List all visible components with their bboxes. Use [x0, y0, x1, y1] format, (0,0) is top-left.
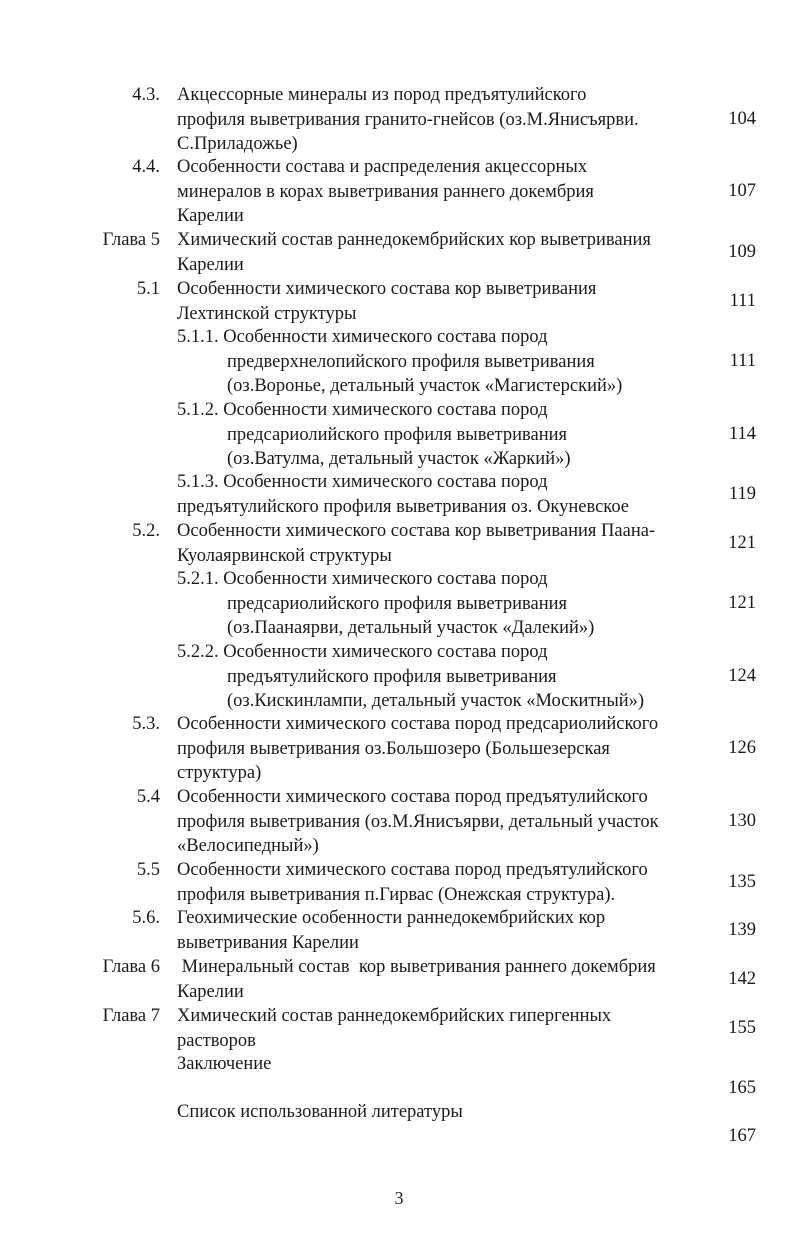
- section-number: 4.3.: [132, 85, 160, 105]
- title-line: 5.1.1. Особенности химического состава пород: [177, 327, 548, 347]
- section-number: 5.6.: [132, 908, 160, 928]
- title-line: профиля выветривания гранито-гнейсов (оз.М.Янисъярви.: [177, 109, 639, 130]
- title-line: Особенности химического состава пород предсариолийского: [177, 714, 659, 734]
- title-line: структура): [177, 763, 262, 783]
- page-number: 139: [728, 920, 756, 940]
- section-title: [177, 83, 639, 157]
- title-line: выветривания Карелии: [177, 932, 359, 953]
- page-number: 126: [728, 738, 756, 758]
- title-line: Список использованной литературы: [177, 1102, 463, 1122]
- chapter-number: Глава 7: [102, 1006, 160, 1026]
- page-number: 104: [728, 109, 756, 129]
- title-line: Особенности состава и распределения акцессорных: [177, 157, 588, 177]
- chapter-number: Глава 6: [102, 957, 160, 977]
- section-title: [177, 1052, 271, 1077]
- section-number: 5.3.: [132, 714, 160, 734]
- section-title: [177, 858, 648, 907]
- title-line: предсариолийского профиля выветривания: [227, 424, 568, 445]
- section-number: 5.2.: [132, 521, 160, 541]
- title-line: (оз.Кискинлампи, детальный участок «Москитный»): [227, 691, 645, 711]
- page-number: 119: [728, 484, 756, 504]
- section-number: 5.4: [136, 787, 160, 807]
- section-title: [177, 906, 605, 955]
- subsection-title: [177, 640, 644, 714]
- page-number: 111: [729, 351, 756, 371]
- page-number: 142: [728, 969, 756, 989]
- title-line: Химический состав раннедокембрийских гипергенных: [177, 1006, 612, 1026]
- title-line: Особенности химического состава кор выветривания Паана-: [177, 521, 656, 541]
- page-number: 167: [728, 1126, 756, 1146]
- section-number: 5.5: [136, 860, 160, 880]
- title-line: С.Приладожье): [177, 134, 298, 154]
- title-line: профиля выветривания оз.Большозеро (Большезерская: [177, 738, 610, 759]
- title-line: Карелии: [177, 981, 244, 1002]
- section-title: [177, 155, 594, 229]
- subsection-title: [177, 567, 594, 641]
- section-number: 5.1: [136, 279, 160, 299]
- subsection-title: [177, 398, 571, 472]
- title-line: профиля выветривания п.Гирвас (Онежская структура).: [177, 884, 616, 905]
- title-line: 5.2.1. Особенности химического состава пород: [177, 569, 548, 589]
- footer-page-number: 3: [394, 1188, 404, 1208]
- page-number: 109: [728, 242, 756, 262]
- title-line: Химический состав раннедокембрийских кор выветривания: [177, 230, 651, 250]
- title-line: Заключение: [177, 1054, 272, 1074]
- title-line: Особенности химического состава кор выветривания: [177, 279, 597, 299]
- title-line: 5.1.2. Особенности химического состава пород: [177, 400, 548, 420]
- title-line: растворов: [177, 1030, 256, 1051]
- title-line: Карелии: [177, 254, 244, 275]
- chapter-title: [177, 955, 656, 1004]
- page-number: 121: [728, 533, 756, 553]
- title-line: Куолаярвинской структуры: [177, 545, 392, 566]
- page-number: 155: [728, 1018, 756, 1038]
- subsection-title: [177, 325, 622, 399]
- title-line: (оз.Паанаярви, детальный участок «Далекий»): [227, 618, 595, 638]
- title-line: «Велосипедный»): [177, 836, 319, 856]
- title-line: (оз.Ватулма, детальный участок «Жаркий»): [227, 449, 571, 469]
- title-line: предверхнелопийского профиля выветривания: [227, 351, 595, 372]
- title-line: предсариолийского профиля выветривания: [227, 593, 568, 614]
- title-line: предъятулийского профиля выветривания оз. Окуневское: [177, 496, 630, 517]
- page-number: 130: [728, 811, 756, 831]
- section-number: 4.4.: [132, 157, 160, 177]
- chapter-title: [177, 228, 651, 277]
- section-title: [177, 277, 596, 326]
- title-line: Лехтинской структуры: [177, 303, 357, 324]
- title-line: 5.2.2. Особенности химического состава пород: [177, 642, 548, 662]
- title-line: Минеральный состав кор выветривания раннего докембрия: [177, 957, 656, 977]
- title-line: Геохимические особенности раннедокембрийских кор: [177, 908, 606, 928]
- chapter-title: [177, 1004, 611, 1053]
- title-line: Карелии: [177, 206, 244, 226]
- title-line: (оз.Воронье, детальный участок «Магистерский»): [227, 376, 623, 396]
- page-number: 107: [728, 181, 756, 201]
- page-number: 124: [728, 666, 756, 686]
- page-number: 135: [728, 872, 756, 892]
- section-title: [177, 712, 658, 786]
- title-line: минералов в корах выветривания раннего докембрия: [177, 181, 594, 202]
- section-title: [177, 1100, 463, 1125]
- chapter-number: Глава 5: [102, 230, 160, 250]
- subsection-title: [177, 470, 629, 519]
- page-number: 165: [728, 1078, 756, 1098]
- title-line: Особенности химического состава пород предъятулийского: [177, 860, 648, 880]
- title-line: предъятулийского профиля выветривания: [227, 666, 557, 687]
- page-number: 111: [729, 291, 756, 311]
- section-title: [177, 785, 659, 859]
- page-number: 114: [728, 424, 756, 444]
- title-line: Особенности химического состава пород предъятулийского: [177, 787, 648, 807]
- section-title: [177, 519, 655, 568]
- page-number: 121: [728, 593, 756, 613]
- title-line: профиля выветривания (оз.М.Янисъярви, детальный участок: [177, 811, 659, 832]
- title-line: Акцессорные минералы из пород предъятулийского: [177, 85, 587, 105]
- title-line: 5.1.3. Особенности химического состава пород: [177, 472, 548, 492]
